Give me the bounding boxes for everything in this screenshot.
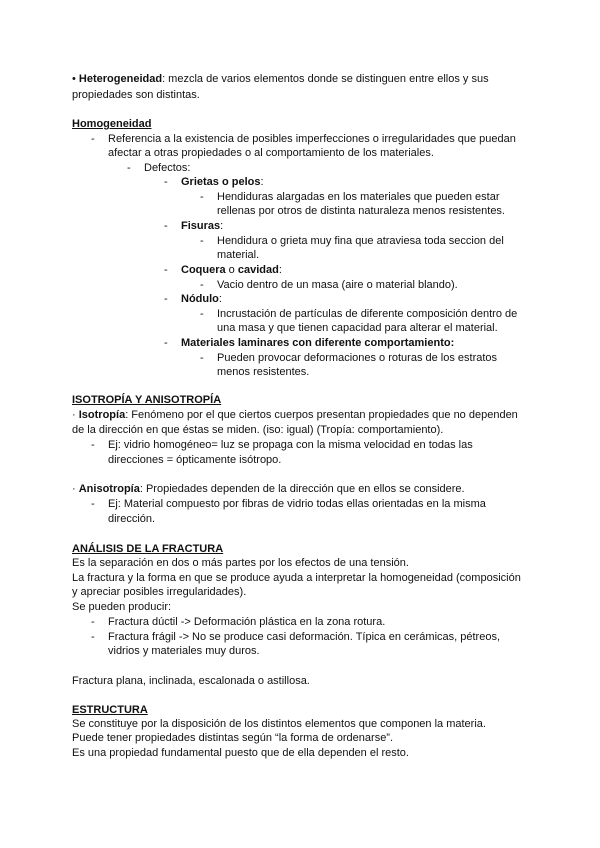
dash: - [200, 352, 204, 364]
dash: - [200, 191, 204, 203]
dash: - [91, 439, 95, 451]
dash: - [200, 235, 204, 247]
cavidad-term: cavidad [237, 264, 279, 276]
nodulo-term: Nódulo [181, 293, 219, 305]
laminares-desc-2: menos resistentes. [217, 366, 310, 378]
dash: - [91, 133, 95, 145]
estructura-p1: Se constituye por la disposición de los distintos elementos que componen la materia. [72, 718, 486, 730]
fractura-fragil-2: vidrios y materiales muy duros. [108, 645, 260, 657]
anisotropia-line-1: · Anisotropía: Propiedades dependen de la dirección que en ellos se considere. [72, 483, 465, 495]
dash: - [200, 308, 204, 320]
dash: - [91, 631, 95, 643]
grietas-desc-2: rellenas por otros de distinta naturaleza menos resistentes. [217, 205, 505, 217]
anisotropia-example-1: Ej: Material compuesto por fibras de vidrio todas ellas orientadas en la misma [108, 498, 486, 510]
heterogeneidad-term: Heterogeneidad [78, 73, 163, 85]
dash: - [164, 220, 168, 232]
homogeneidad-ref-line-1: Referencia a la existencia de posibles imperfecciones o irregularidades que puedan [108, 133, 516, 145]
section-heading-estructura: ESTRUCTURA [72, 704, 148, 716]
dash: - [91, 616, 95, 628]
fisuras-title: Fisuras: [181, 220, 224, 232]
fractura-p3: y apreciar posibles irregularidades). [72, 586, 247, 598]
dash: - [127, 162, 131, 174]
nodulo-desc-2: una masa y que tienen capacidad para alterar el material. [217, 322, 498, 334]
nodulo-desc-1: Incrustación de partículas de diferente composición dentro de [217, 308, 518, 320]
grietas-title: Grietas o pelos: [181, 176, 264, 188]
isotropia-example-2: direcciones = ópticamente isótropo. [108, 454, 282, 466]
heterogeneidad-line-1 [72, 72, 489, 86]
isotropia-term: Isotropía [78, 409, 126, 421]
dash: - [91, 498, 95, 510]
section-heading-homogeneidad: Homogeneidad [72, 118, 152, 130]
isotropia-example-1: Ej: vidrio homogéneo= luz se propaga con la misma velocidad en todas las [108, 439, 473, 451]
defectos-label: Defectos: [144, 162, 191, 174]
nodulo-title: Nódulo: [181, 293, 222, 305]
dash: - [164, 337, 168, 349]
dash: - [164, 264, 168, 276]
section-heading-isotropia: ISOTROPÍA Y ANISOTROPÍA [72, 394, 222, 406]
coquera-title: Coquera o cavidad: [181, 264, 282, 276]
fractura-tipos: Fractura plana, inclinada, escalonada o astillosa. [72, 675, 310, 687]
coquera-desc-1: Vacio dentro de un masa (aire o material blando). [217, 279, 458, 291]
anisotropia-example-2: dirección. [108, 513, 156, 525]
grietas-term: Grietas o pelos [181, 176, 261, 188]
heterogeneidad-line-2: propiedades son distintas. [72, 89, 200, 101]
fractura-p1: Es la separación en dos o más partes por los efectos de una tensión. [72, 557, 409, 569]
grietas-desc-1: Hendiduras alargadas en los materiales que pueden estar [217, 191, 500, 203]
estructura-p2: Puede tener propiedades distintas según “la forma de ordenarse”. [72, 732, 394, 744]
laminares-title: Materiales laminares con diferente comportamiento: [181, 337, 455, 349]
fisuras-term: Fisuras [181, 220, 221, 232]
fisuras-desc-1: Hendidura o grieta muy fina que atraviesa toda seccion del [217, 235, 504, 247]
section-heading-fractura: ANÁLISIS DE LA FRACTURA [72, 543, 224, 555]
estructura-p3: Es una propiedad fundamental puesto que de ella dependen el resto. [72, 747, 409, 759]
fractura-fragil-1: Fractura frágil -> No se produce casi deformación. Típica en cerámicas, pétreos, [108, 631, 500, 643]
dash: - [200, 279, 204, 291]
dash: - [164, 176, 168, 188]
homogeneidad-ref-line-2: afectar a otras propiedades o al comportamiento de los materiales. [108, 147, 434, 159]
dash: - [164, 293, 168, 305]
fractura-ductil: Fractura dúctil -> Deformación plástica en la zona rotura. [108, 616, 386, 628]
coquera-term: Coquera [181, 264, 226, 276]
laminares-desc-1: Pueden provocar deformaciones o roturas de los estratos [217, 352, 498, 364]
isotropia-line-2: de la dirección en que éstas se miden. (iso: igual) (Tropía: comportamiento). [72, 424, 444, 436]
anisotropia-term: Anisotropía [78, 483, 140, 495]
fractura-p2: La fractura y la forma en que se produce ayuda a interpretar la homogeneidad (composición [72, 572, 521, 584]
fisuras-desc-2: material. [217, 249, 260, 261]
isotropia-line-1: · Isotropía: Fenómeno por el que ciertos cuerpos presentan propiedades que no dependen [72, 409, 518, 421]
bullet: • [72, 73, 76, 85]
heterogeneidad-text: : mezcla de varios elementos donde se distinguen entre ellos y sus [162, 73, 489, 85]
fractura-p4: Se pueden producir: [72, 601, 172, 613]
